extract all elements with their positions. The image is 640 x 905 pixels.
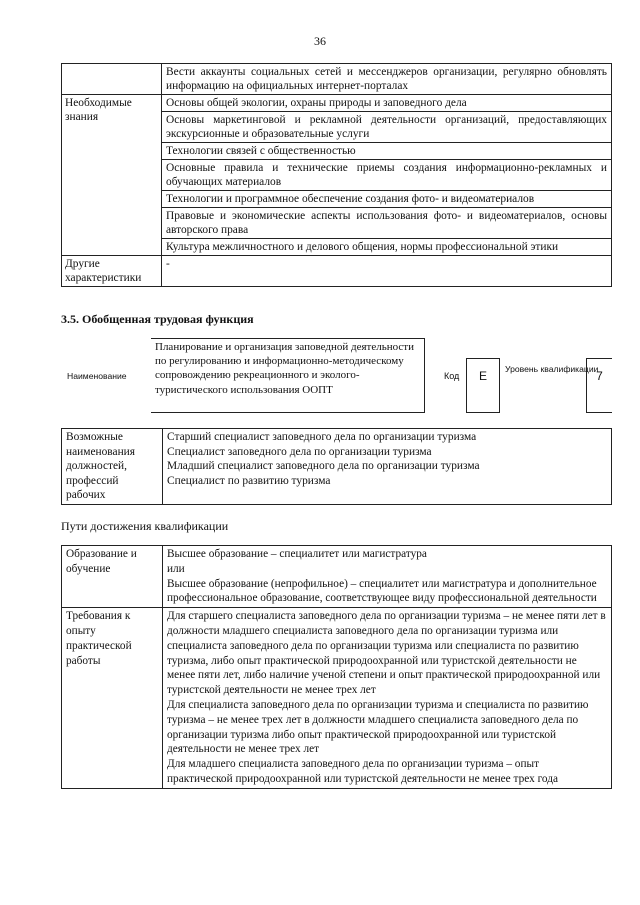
positions-label: Возможные наименования должностей, профессий рабочих [62, 429, 163, 505]
table-cell: Технологии связей с общественностью [162, 143, 612, 160]
table-row [62, 429, 612, 505]
positions-list [163, 429, 612, 505]
knowledge-table [61, 63, 612, 287]
page-number: 36 [314, 34, 326, 48]
list-item: или [167, 562, 185, 575]
list-item: Старший специалист заповедного дела по организации туризма [167, 431, 477, 443]
row-label: Необходимые знания [62, 95, 162, 256]
list-item: Для младшего специалиста заповедного дела по организации туризма – опыт практической природоохранной или туристской деятельности не менее трех года [167, 758, 559, 785]
level-label: Уровень квалификации [505, 364, 599, 374]
table-cell: Культура межличностного и делового общения, нормы профессиональной этики [162, 239, 612, 256]
list-item: Специалист заповедного дела по организации туризма [167, 445, 432, 458]
table-cell: - [162, 256, 612, 287]
table-row [62, 546, 612, 608]
table-cell: Основные правила и технические приемы создания информационно-рекламных и обучающих материалов [162, 160, 612, 191]
table-cell: Правовые и экономические аспекты использования фото- и видеоматериалов, основы авторского права [162, 208, 612, 239]
table-row [62, 64, 612, 95]
education-label: Образование и обучение [62, 546, 163, 608]
table-cell: Основы общей экологии, охраны природы и заповедного дела [162, 95, 612, 112]
list-item: Для старшего специалиста заповедного дела по организации туризма – не менее пяти лет в должности младшего специалиста заповедного дела по организации туризма или специалиста заповедного дела по организации туризма или специалиста по развитию туризма, либо опыт практической природоохранной или туристской деятельности не менее пяти лет, либо наличие ученой степени и опыт практической природоохранной или туристской деятельности не менее трех лет [167, 610, 606, 697]
table-row [62, 608, 612, 789]
education-cell [163, 546, 612, 608]
row-label [62, 64, 162, 95]
list-item: Высшее образование (непрофильное) – специалитет или магистратура и дополнительное профессиональное образование, соответствующее виду профессиональной деятельности [167, 577, 597, 605]
list-item: Младший специалист заповедного дела по организации туризма [167, 460, 480, 472]
table-row [62, 256, 612, 287]
code-value: E [466, 358, 500, 413]
list-item: Высшее образование – специалитет или магистратура [167, 548, 427, 560]
row-label: Другие характеристики [62, 256, 162, 287]
function-name: Планирование и организация заповедной деятельности по регулированию и информационно-методическому сопровождению рекреационного и эколого-туристического использования ООПТ [151, 338, 425, 413]
table-cell: Основы маркетинговой и рекламной деятельности организаций, предоставляющих экскурсионные и образовательные услуги [162, 112, 612, 143]
section-title: 3.5. Обобщенная трудовая функция [61, 312, 254, 326]
table-cell: Технологии и программное обеспечение создания фото- и видеоматериалов [162, 191, 612, 208]
positions-table [61, 428, 612, 505]
list-item: Для специалиста заповедного дела по организации туризма и специалиста по развитию туризма – не менее трех лет в должности младшего специалиста заповедного дела по организации туризма либо опыт практической природоохранной или туристской деятельности не менее трех лет [167, 698, 589, 756]
table-cell: Вести аккаунты социальных сетей и мессенджеров организации, регулярно обновлять информацию на официальных интернет-порталах [162, 64, 612, 95]
list-item: Специалист по развитию туризма [167, 474, 331, 487]
table-row [62, 95, 612, 112]
qualification-table [61, 545, 612, 789]
experience-label: Требования к опыту практической работы [62, 608, 163, 789]
paths-title: Пути достижения квалификации [61, 519, 229, 533]
name-label: Наименование [67, 371, 127, 381]
level-value: 7 [586, 358, 612, 413]
experience-cell [163, 608, 612, 789]
code-label: Код [444, 371, 460, 381]
